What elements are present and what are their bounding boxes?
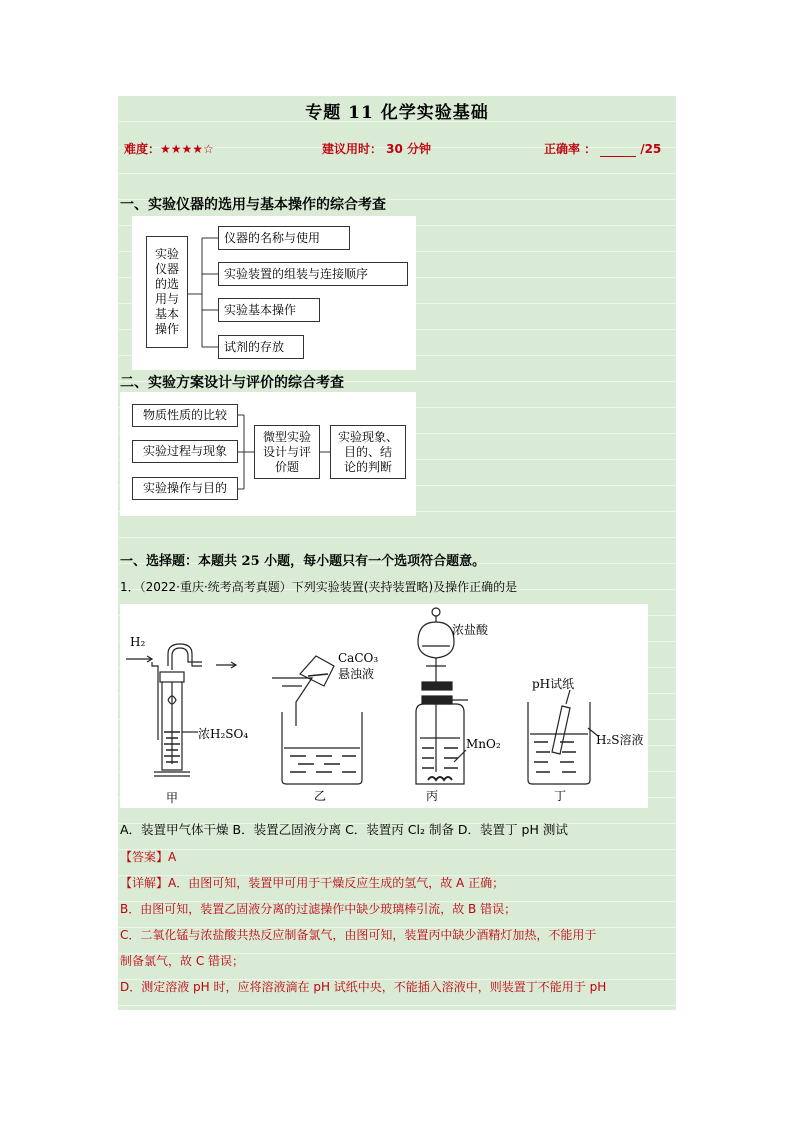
explain-tag: 【详解】 bbox=[120, 876, 169, 890]
explain-c2: 制备氯气，故 C 错误； bbox=[120, 954, 245, 968]
apparatus-svg bbox=[120, 604, 648, 808]
apparatus-diagram bbox=[120, 604, 648, 808]
answer-value: A bbox=[168, 850, 177, 864]
apparatus-jia bbox=[126, 644, 236, 776]
question-1-stem: 1．（2022·重庆·统考高考真题）下列实验装置(夹持装置略)及操作正确的是 bbox=[120, 580, 518, 594]
page-title: 专题 11 化学实验基础 bbox=[305, 103, 489, 123]
explain-c1: C．二氧化锰与浓盐酸共热反应制备氯气，由图可知，装置丙中缺少酒精灯加热，不能用于 bbox=[120, 928, 597, 942]
apparatus-ding bbox=[528, 690, 598, 784]
label-conc-hcl: 浓盐酸 bbox=[452, 623, 489, 637]
section1-heading: 一、实验仪器的选用与基本操作的综合考查 bbox=[120, 197, 386, 213]
label-bing: 丙 bbox=[426, 789, 439, 803]
accuracy-field bbox=[544, 140, 661, 157]
micro-experiment-node: 微型实验 设计与评 价题 bbox=[254, 425, 320, 479]
label-h2s-solution: H₂S溶液 bbox=[596, 733, 644, 747]
quiz-heading: 一、选择题：本题共 25 小题，每小题只有一个选项符合题意。 bbox=[120, 554, 486, 569]
explain-a: A．由图可知，装置甲可用于干燥反应生成的氢气，故 A 正确； bbox=[168, 876, 505, 890]
section1-mindmap bbox=[132, 216, 416, 370]
worksheet-page bbox=[118, 96, 676, 1010]
section2-heading: 二、实验方案设计与评价的综合考查 bbox=[120, 375, 344, 391]
explain-b: B．由图可知，装置乙固液分离的过滤操作中缺少玻璃棒引流，故 B 错误； bbox=[120, 902, 517, 916]
node-basic-operation: 实验基本操作 bbox=[218, 298, 320, 322]
input-property-comparison: 物质性质的比较 bbox=[132, 404, 238, 427]
suggested-time: 建议用时： 30 分钟 bbox=[322, 142, 432, 156]
accuracy-blank[interactable] bbox=[600, 156, 636, 157]
label-h2: H₂ bbox=[130, 635, 146, 649]
judgment-node: 实验现象、 目的、结 论的判断 bbox=[330, 425, 406, 479]
label-caco3: CaCO₃ bbox=[338, 651, 379, 665]
input-process-phenomenon: 实验过程与现象 bbox=[132, 440, 238, 463]
input-operation-purpose: 实验操作与目的 bbox=[132, 477, 238, 500]
difficulty-rating: 难度：★★★★☆ bbox=[124, 142, 214, 156]
label-jia: 甲 bbox=[166, 791, 179, 805]
explain-d: D．测定溶液 pH 时，应将溶液滴在 pH 试纸中央，不能插入溶液中，则装置丁不能用于 pH bbox=[120, 980, 607, 994]
answer-line bbox=[120, 844, 676, 870]
section2-flowchart bbox=[120, 392, 416, 516]
label-conc-h2so4: 浓H₂SO₄ bbox=[198, 727, 249, 741]
root-node: 实验 仪器 的选 用与 基本 操作 bbox=[146, 236, 188, 348]
node-instrument-usage: 仪器的名称与使用 bbox=[218, 226, 350, 250]
node-reagent-storage: 试剂的存放 bbox=[218, 335, 304, 359]
accuracy-total: /25 bbox=[640, 142, 662, 156]
label-ph-paper: pH试纸 bbox=[532, 677, 575, 691]
accuracy-label: 正确率 ： bbox=[544, 142, 597, 156]
label-ding: 丁 bbox=[554, 789, 567, 803]
label-yi: 乙 bbox=[314, 789, 327, 803]
explain-a-line bbox=[120, 870, 676, 896]
node-apparatus-assembly: 实验装置的组装与连接顺序 bbox=[218, 262, 408, 286]
answer-tag: 【答案】 bbox=[120, 850, 169, 864]
question-1-options: A．装置甲气体干燥 B．装置乙固液分离 C．装置丙 Cl₂ 制备 D．装置丁 pH 测试 bbox=[120, 822, 568, 837]
label-mno2: MnO₂ bbox=[466, 737, 501, 751]
label-suspension: 悬浊液 bbox=[338, 667, 375, 681]
